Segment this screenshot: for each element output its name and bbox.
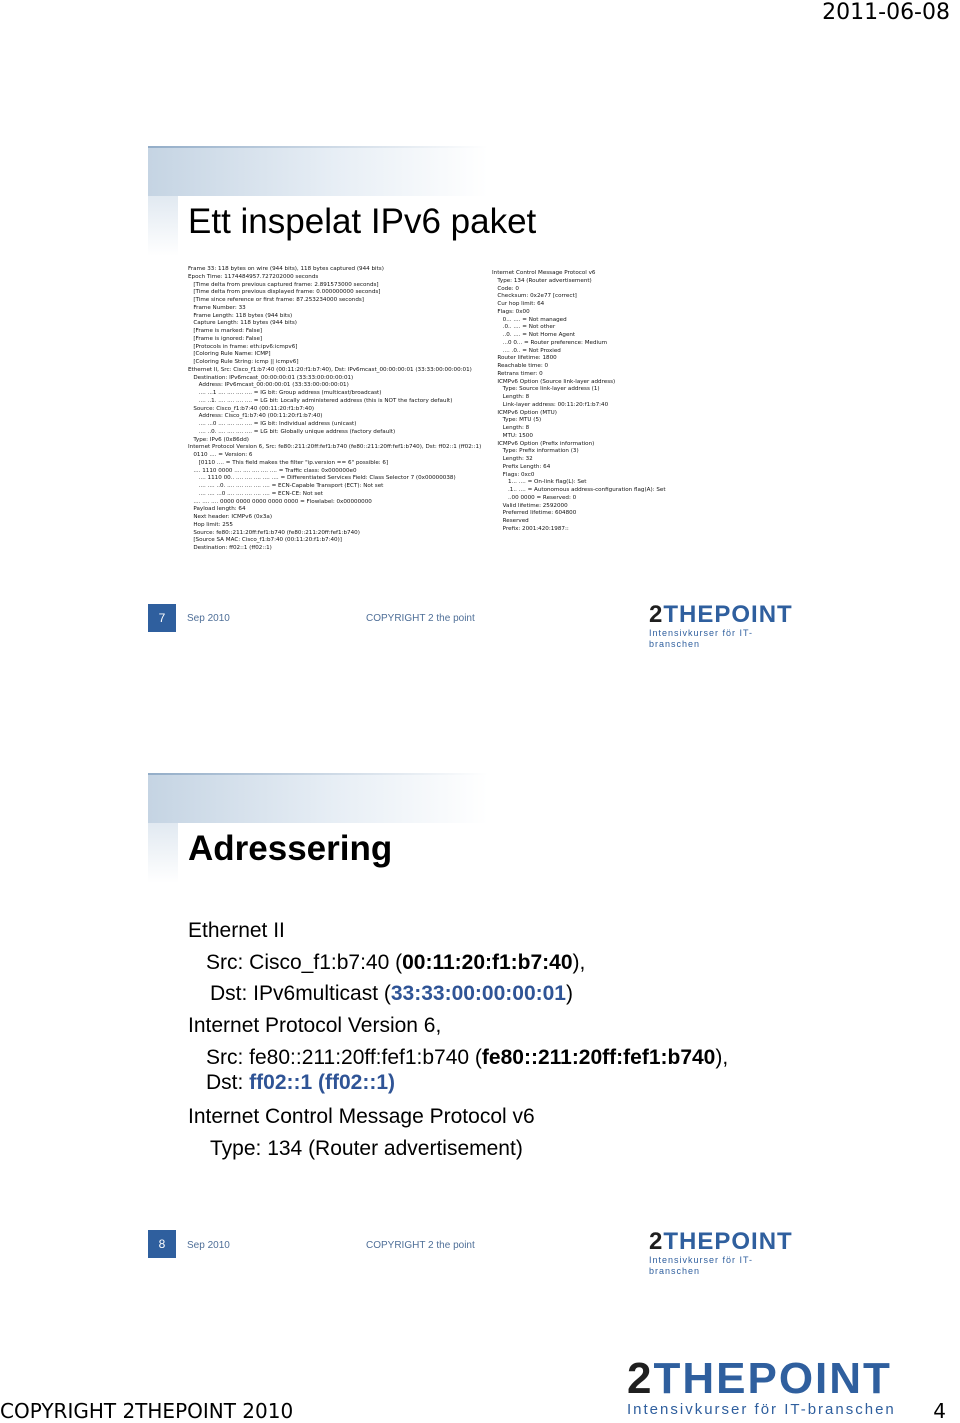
- capture-line: Prefix Length: 64: [492, 463, 551, 470]
- title-bar-fade: [148, 823, 178, 883]
- capture-line: 1... .... = On-link flag(L): Set: [492, 479, 587, 486]
- eth-header: Ethernet II: [188, 919, 285, 942]
- slide-packet-capture: [148, 146, 808, 649]
- eth-src: Src: Cisco_f1:b7:40 (00:11:20:f1:b7:40),: [206, 950, 586, 974]
- capture-line: Destination: IPv6mcast_00:00:00:01 (33:33:00:00:00:01): [188, 374, 354, 381]
- capture-line: Address: IPv6mcast_00:00:00:01 (33:33:00:00:00:01): [188, 382, 349, 389]
- page-copyright: COPYRIGHT 2THEPOINT 2010: [0, 1399, 294, 1423]
- capture-line: Preferred lifetime: 604800: [492, 510, 577, 517]
- capture-line: Checksum: 0x2e77 [correct]: [492, 293, 577, 300]
- capture-line: [Source SA MAC: Cisco_f1:b7:40 (00:11:20:f1:b7:40)]: [188, 537, 342, 544]
- icmp-type: Type: 134 (Router advertisement): [210, 1136, 523, 1160]
- capture-line: Length: 32: [492, 456, 533, 462]
- capture-line: Reachable time: 0: [492, 363, 549, 369]
- capture-line: 0... .... = Not managed: [492, 316, 567, 323]
- ip-src: Src: fe80::211:20ff:fef1:b740 (fe80::211:20ff:fef1:b740),: [206, 1046, 729, 1069]
- capture-line: .1.. .... = Autonomous address-configuration flag(A): Set: [492, 487, 666, 493]
- capture-line: Link-layer address: 00:11:20:f1:b7:40: [492, 401, 609, 408]
- capture-line: Frame 33: 118 bytes on wire (944 bits), 118 bytes captured (944 bits): [188, 266, 384, 272]
- capture-line: Flags: 0xc0: [492, 471, 535, 478]
- slide-copyright: COPYRIGHT 2 the point: [366, 613, 475, 624]
- capture-line: Type: 134 (Router advertisement): [492, 277, 592, 284]
- capture-line: ICMPv6 Option (Prefix information): [492, 440, 595, 447]
- capture-line: Destination: ff02::1 (ff02::1): [188, 545, 272, 551]
- capture-line: .... .... .... 0000 0000 0000 0000 0000 = Flowlabel: 0x00000000: [188, 498, 372, 505]
- capture-line: Type: Source link-layer address (1): [492, 386, 600, 393]
- capture-line: Payload length: 64: [188, 506, 246, 513]
- capture-line: Code: 0: [492, 285, 519, 292]
- capture-line: [Time since reference or first frame: 87.253234000 seconds]: [188, 297, 364, 303]
- capture-line: .... .... ..0. .... .... .... .... .... = ECN-Capable Transport (ECT): Not set: [188, 483, 384, 489]
- slide-date: Sep 2010: [187, 1240, 230, 1251]
- capture-line: Internet Control Message Protocol v6: [492, 270, 596, 276]
- slide-copyright: COPYRIGHT 2 the point: [366, 1240, 475, 1251]
- capture-line: Frame Number: 33: [188, 304, 246, 311]
- capture-line: Cur hop limit: 64: [492, 301, 545, 307]
- capture-line: Internet Protocol Version 6, Src: fe80::211:20ff:fef1:b740 (fe80::211:20ff:fef1:b740), Dst: ff02::1 (ff02::1): [188, 444, 482, 451]
- capture-line: MTU: 1500: [492, 432, 533, 439]
- capture-line: .... 1110 00.. .... .... .... .... .... = Differentiated Services Field: Class Selector 7 (0x00000038): [188, 475, 456, 482]
- capture-line: ..0. .... = Not Home Agent: [492, 332, 576, 338]
- capture-line: Length: 8: [492, 394, 530, 400]
- capture-line: [Protocols in frame: eth:ipv6:icmpv6]: [188, 343, 298, 350]
- capture-line: Capture Length: 118 bytes (944 bits): [188, 320, 297, 327]
- eth-dst: Dst: IPv6multicast (33:33:00:00:00:01): [210, 982, 573, 1005]
- logo: 2THEPOINT Intensivkurser för IT-branschen: [649, 602, 801, 650]
- capture-right-column: [492, 270, 666, 534]
- capture-line: [Time delta from previous captured frame: 2.891573000 seconds]: [188, 281, 379, 288]
- capture-left-column: [188, 266, 481, 553]
- capture-line: Type: IPv6 (0x86dd): [188, 436, 249, 443]
- capture-line: .... ...1 .... .... .... .... = IG bit: Group address (multicast/broadcast): [188, 390, 382, 396]
- capture-line: .... ..0. .... .... .... .... = LG bit: Globally unique address (factory default): [188, 428, 396, 435]
- slide-title: Adressering: [188, 829, 393, 868]
- capture-line: Frame Length: 118 bytes (944 bits): [188, 312, 293, 319]
- capture-line: Valid lifetime: 2592000: [492, 502, 568, 509]
- page-date: 2011-06-08: [822, 0, 950, 25]
- capture-line: Source: fe80::211:20ff:fef1:b740 (fe80::211:20ff:fef1:b740): [188, 529, 360, 536]
- capture-line: ...0 0... = Router preference: Medium: [492, 339, 608, 346]
- capture-line: Hop limit: 255: [188, 521, 233, 528]
- capture-line: [Coloring Rule Name: ICMP]: [188, 351, 271, 358]
- slide-title: Ett inspelat IPv6 paket: [188, 202, 537, 241]
- capture-line: Reserved: [492, 518, 529, 524]
- capture-line: Source: Cisco_f1:b7:40 (00:11:20:f1:b7:40): [188, 405, 315, 412]
- slide-number: 8: [148, 1230, 176, 1258]
- capture-line: Epoch Time: 1174484957.727202000 seconds: [188, 273, 319, 280]
- capture-line: .... 1110 0000 .... .... .... .... .... = Traffic class: 0x000000e0: [188, 467, 357, 474]
- title-bar-decoration: [148, 773, 488, 823]
- capture-line: Type: MTU (5): [492, 417, 542, 424]
- page-number: 4: [933, 1399, 946, 1423]
- capture-line: Flags: 0x00: [492, 308, 530, 315]
- ip-header: Internet Protocol Version 6,: [188, 1013, 442, 1037]
- capture-line: ICMPv6 Option (Source link-layer address): [492, 378, 616, 385]
- logo-tagline: Intensivkurser för IT-branschen: [649, 628, 754, 649]
- capture-line: Type: Prefix information (3): [492, 448, 579, 455]
- capture-line: .... .... ...0 .... .... .... .... .... = ECN-CE: Not set: [188, 490, 323, 497]
- logo: 2THEPOINT Intensivkurser för IT-branschen: [649, 1229, 801, 1277]
- capture-line: Prefix: 2001:420:1987::: [492, 525, 569, 532]
- capture-line: .... ..1. .... .... .... .... = LG bit: Locally administered address (this is NOT the factory default): [188, 397, 453, 404]
- capture-line: .0.. .... = Not other: [492, 324, 556, 331]
- addressing-body: [188, 915, 728, 1164]
- page-logo-tagline: Intensivkurser för IT-branschen: [627, 1401, 896, 1418]
- capture-line: Ethernet II, Src: Cisco_f1:b7:40 (00:11:20:f1:b7:40), Dst: IPv6mcast_00:00:00:01 (33:33:00:00:00:01): [188, 366, 472, 373]
- icmp-header: Internet Control Message Protocol v6: [188, 1105, 535, 1128]
- title-bar-decoration: [148, 146, 488, 196]
- capture-line: [Coloring Rule String: icmp || icmpv6]: [188, 359, 299, 365]
- capture-line: .... .0.. = Not Proxied: [492, 347, 561, 354]
- ip-dst: Dst: ff02::1 (ff02::1): [206, 1071, 396, 1094]
- capture-line: Router lifetime: 1800: [492, 355, 557, 362]
- capture-line: Address: Cisco_f1:b7:40 (00:11:20:f1:b7:40): [188, 413, 323, 420]
- slide-number: 7: [148, 604, 176, 632]
- capture-line: 0110 .... = Version: 6: [188, 452, 253, 458]
- page-logo: 2THEPOINT Intensivkurser för IT-branschen: [627, 1357, 927, 1418]
- slide-addressing: [148, 773, 808, 1276]
- capture-line: [Time delta from previous displayed frame: 0.000000000 seconds]: [188, 289, 381, 296]
- capture-line: ICMPv6 Option (MTU): [492, 409, 557, 416]
- capture-line: .... ...0 .... .... .... .... = IG bit: Individual address (unicast): [188, 421, 357, 427]
- capture-line: [Frame is marked: False]: [188, 328, 263, 334]
- capture-line: [Frame is ignored: False]: [188, 335, 263, 342]
- slide-date: Sep 2010: [187, 613, 230, 624]
- capture-line: Retrans timer: 0: [492, 370, 543, 377]
- capture-line: [0110 .... = This field makes the filter "ip.version == 6" possible: 6]: [188, 459, 389, 466]
- logo-tagline: Intensivkurser för IT-branschen: [649, 1255, 754, 1276]
- capture-line: Length: 8: [492, 425, 530, 431]
- title-bar-fade: [148, 196, 178, 256]
- capture-line: ..00 0000 = Reserved: 0: [492, 494, 577, 501]
- capture-line: Next header: ICMPv6 (0x3a): [188, 514, 273, 520]
